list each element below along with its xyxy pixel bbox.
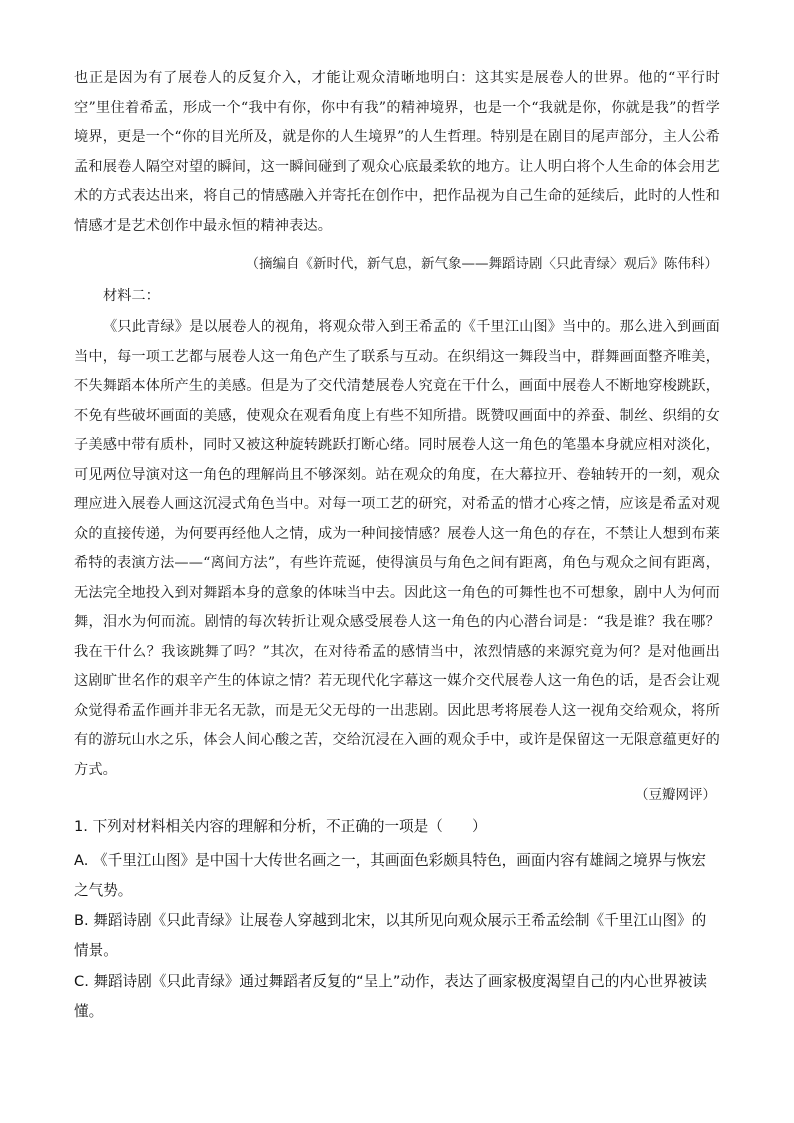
material2-paragraph: 《只此青绿》是以展卷人的视角，将观众带入到王希孟的《千里江山图》当中的。那么进入到画面当中，每一项工艺都与展卷人这一角色产生了联系与互动。在织绢这一舞段当中，群舞画面整齐唯美，不失舞蹈本体所产生的美感。但是为了交代清楚展卷人究竟在干什么，画面中展卷人不断地穿梭跳跃，不免有些破坏画面的美感，使观众在观看角度上有些不知所措。既赞叹画面中的养蚕、制丝、织绢的女子美感中带有质朴，同时又被这种旋转跳跃打断心绪。同时展卷人这一角色的笔墨本身就应相对淡化，可见两位导演对这一角色的理解尚且不够深刻。站在观众的角度，在大幕拉开、卷轴转开的一刻，观众理应进入展卷人画这沉浸式角色当中。对每一项工艺的研究，对希孟的惜才心疼之情，应该是希孟对观众的直接传递，为何要再经他人之情，成为一种间接情感？展卷人这一角色的存在，不禁让人想到布莱希特的表演方法——“离间方法”，有些许荒诞，使得演员与角色之间有距离，角色与观众之间有距离，无法完全地投入到对舞蹈本身的意象的体味当中去。因此这一角色的可舞性也不可想象，剧中人为何而舞，泪水为何而流。剧情的每次转折让观众感受展卷人这一角色的内心潜台词是：“我是谁？我在哪？我在干什么？我该跳舞了吗？”其次，在对待希孟的感情当中，浓烈情感的来源究竟为何？是对他画出这剧旷世名作的艰辛产生的体谅之情？若无现代化字幕这一媒介交代展卷人这一角色的话，是否会让观众觉得希孟作画并非无名无款，而是无父无母的一出悲剧。因此思考将展卷人这一视角交给观众，将所有的游玩山水之乐，体会人间心酸之苦，交给沉浸在入画的观众手中，或许是保留这一无限意蕴更好的方式。 [74, 319, 720, 778]
option-a: A. 《千里江山图》是中国十大传世名画之一，其画面色彩颇具特色，画面内容有雄阔之境界与恢宏之气势。 [74, 852, 706, 899]
material1-paragraph: 也正是因为有了展卷人的反复介入，才能让观众清晰地明白：这其实是展卷人的世界。他的“平行时空”里住着希孟，形成一个“我中有你，你中有我”的精神境界，也是一个“我就是你，你就是我”的哲学境界，更是一个“你的目光所及，就是你的人生境界”的人生哲理。特别是在剧目的尾声部分，主人公希孟和展卷人隔空对望的瞬间，这一瞬间碰到了观众心底最柔软的地方。让人明白将个人生命的体会用艺术的方式表达出来，将自己的情感融入并寄托在创作中，把作品视为自己生命的延续后，此时的人性和情感才是艺术创作中最永恒的精神表达。 [74, 70, 720, 234]
material2-label: 材料二： [103, 288, 160, 304]
material1-source: （摘编自《新时代，新气息，新气象——舞蹈诗剧〈只此青绿〉观后》陈伟科） [245, 256, 718, 272]
option-b: B. 舞蹈诗剧《只此青绿》让展卷人穿越到北宋，以其所见向观众展示王希孟绘制《千里江山图》的情景。 [74, 912, 707, 959]
question-stem: 1. 下列对材料相关内容的理解和分析，不正确的一项是（ ） [74, 818, 487, 835]
material2-source: （豆瓣网评） [635, 787, 716, 803]
option-c: C. 舞蹈诗剧《只此青绿》通过舞蹈者反复的“呈上”动作，表达了画家极度渴望自己的内心世界被读懂。 [74, 973, 707, 1020]
